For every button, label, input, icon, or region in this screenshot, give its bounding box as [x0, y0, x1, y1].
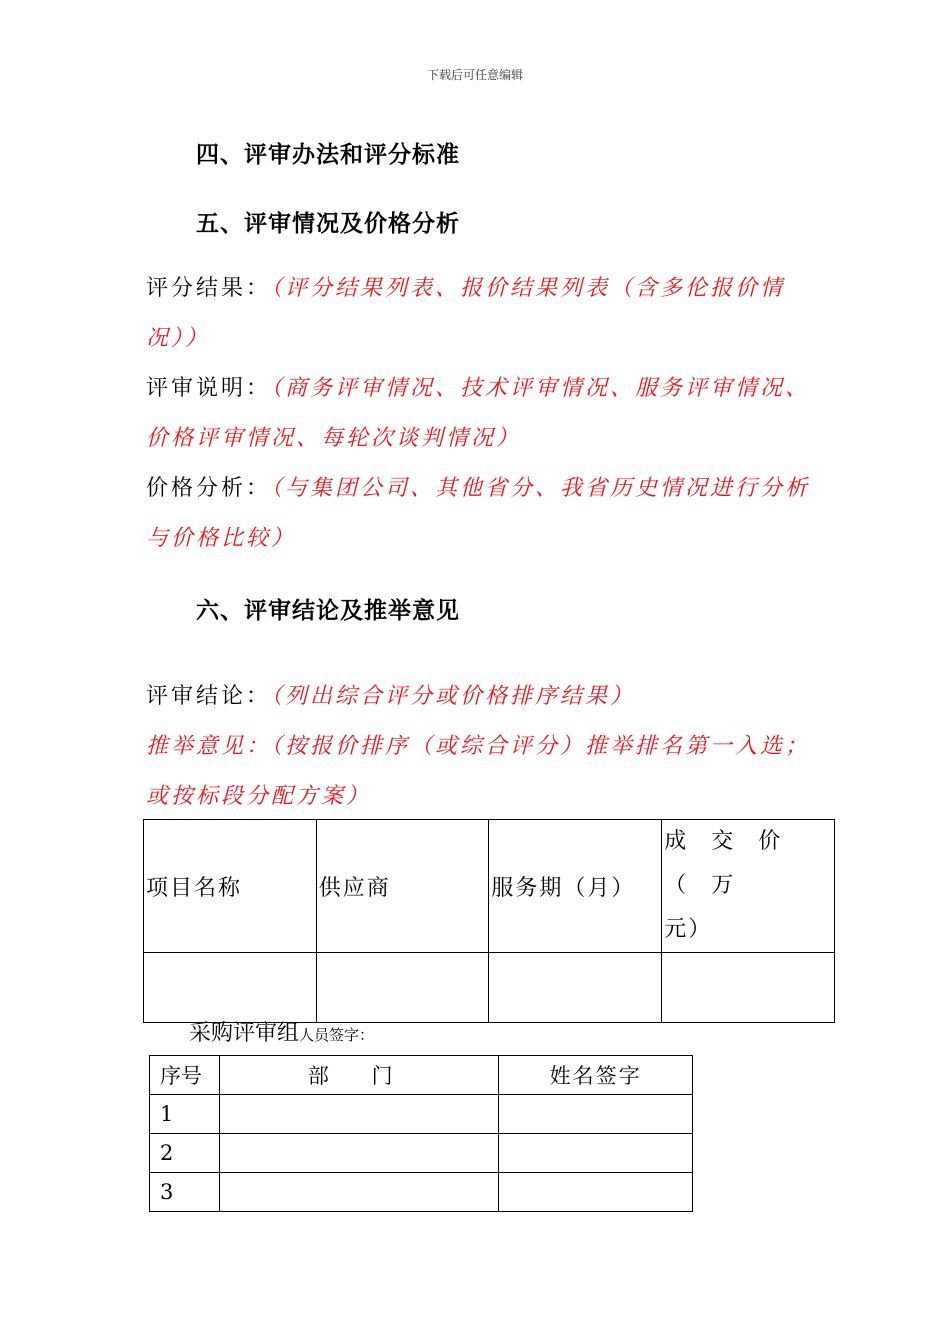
sign-table-row: [150, 1095, 693, 1134]
sign-table-row: [150, 1173, 693, 1212]
row-signature-cell[interactable]: [499, 1134, 693, 1173]
score-result-text: （评分结果列表、报价结果列表（含多伦报价情: [271, 276, 786, 301]
price-analysis-line-1: [146, 471, 810, 502]
row-department-cell[interactable]: [220, 1095, 499, 1134]
recommend-line-2: 或按标段分配方案）: [146, 784, 372, 809]
review-note-label: 评审说明：: [146, 376, 272, 401]
header-note: 下载后可任意编辑: [426, 68, 523, 82]
header-project-name: 项目名称: [144, 820, 317, 953]
conclusion-text: （列出综合评分或价格排序结果）: [271, 684, 636, 709]
sign-table: [149, 1055, 693, 1212]
row-signature-cell[interactable]: [499, 1173, 693, 1212]
signature-title-sub: 人员签字：: [299, 1026, 375, 1044]
section-6-heading: 六、评审结论及推举意见: [196, 598, 460, 624]
signature-title-main: 采购评审组: [189, 1021, 300, 1046]
conclusion-label: 评审结论：: [146, 684, 272, 709]
deal-price-line-2: 元）: [664, 917, 713, 942]
price-analysis-line-2: 与价格比较）: [146, 526, 297, 551]
review-note-line-2: 价格评审情况、每轮次谈判情况）: [146, 426, 522, 451]
signature-title: [189, 1016, 374, 1047]
result-cell[interactable]: [316, 953, 489, 1023]
result-cell[interactable]: [144, 953, 317, 1023]
score-result-line-2: 况））: [146, 326, 211, 351]
sign-table-header-row: [150, 1056, 693, 1095]
price-analysis-text: （与集团公司、其他省分、我省历史情况进行分析: [271, 476, 811, 501]
recommend-line-1: 推举意见：（按报价排序（或综合评分）推举排名第一入选；: [146, 734, 811, 759]
header-service-period: 服务期（月）: [489, 820, 662, 953]
row-seq: 1: [150, 1095, 220, 1134]
row-department-cell[interactable]: [220, 1173, 499, 1212]
deal-price-line-1: 成 交 价 （ 万: [664, 829, 790, 898]
header-seq: 序号: [150, 1056, 220, 1095]
result-cell[interactable]: [489, 953, 662, 1023]
score-result-label: 评分结果：: [146, 276, 272, 301]
section-5-heading: 五、评审情况及价格分析: [196, 211, 460, 237]
conclusion-line: [146, 679, 635, 710]
header-deal-price: [662, 820, 835, 953]
review-note-line-1: [146, 371, 810, 402]
result-table-row: [144, 953, 835, 1023]
row-seq: 3: [150, 1173, 220, 1212]
result-cell[interactable]: [662, 953, 835, 1023]
section-4-heading: 四、评审办法和评分标准: [196, 142, 460, 168]
header-supplier: 供应商: [316, 820, 489, 953]
review-note-text: （商务评审情况、技术评审情况、服务评审情况、: [271, 376, 811, 401]
header-department: 部 门: [220, 1056, 499, 1095]
result-table-header-row: [144, 820, 835, 953]
row-department-cell[interactable]: [220, 1134, 499, 1173]
row-seq: 2: [150, 1134, 220, 1173]
result-table: [143, 819, 835, 1023]
row-signature-cell[interactable]: [499, 1095, 693, 1134]
score-result-line-1: [146, 271, 785, 302]
price-analysis-label: 价格分析：: [146, 476, 272, 501]
sign-table-row: [150, 1134, 693, 1173]
header-signature: 姓名签字: [499, 1056, 693, 1095]
